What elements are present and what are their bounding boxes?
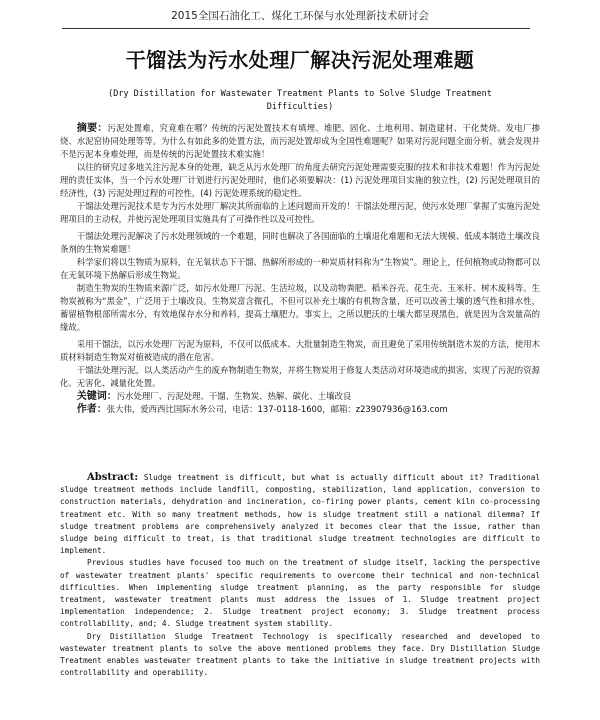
abstract-en-paragraph-2: Previous studies have focused too much on the treatment of sludge itself, lacking the perspective of wastewater treatment plants' specific requirements to overcome their technical and non-technical difficulties. When implementing sludge treatment planning, as the party responsible for sludge treatment, wastewater treatment plants must address the issues of 1. Sludge treatment project implementation independence; 2. Sludge treatment project economy; 3. Sludge treatment process controllability, and; 4. Sludge treatment system stability. (60, 558, 540, 629)
abstract-en-text: Sludge treatment is difficult, but what is actually difficult about it? Traditional sludge treatment methods include landfill, composting, stabilization, land application, conversion to construction materials, dehydration and incineration, co-firing power plants, cement kiln co-processing treatment etc. With so many treatment methods, how is sludge treatment still a national dilemma? If sludge treatment problems are comprehensively analyzed it becomes clear that the issue, rather than sludge being difficult to treat, is that traditional sludge treatment technologies are difficult to implement. (60, 473, 540, 556)
abstract-cn-paragraph-3: 干馏法处理污泥技术是专为污水处理厂解决其所面临的上述问题而开发的！干馏法处理污泥，使污水处理厂掌握了实施污泥处理项目的主动权，并使污泥处理项目实施具有了可操作性以及可控性。 (60, 201, 540, 224)
abstract-en-paragraph-3: Dry Distillation Sludge Treatment Technology is specifically researched and developed to wastewater treatment plants to solve the above mentioned problems they face. Dry Distillation Sludge Treatment enables wastewater treatment plants to take the initiative in sludge treatment projects with controllability and operability. (60, 631, 540, 678)
abstract-cn-paragraph-7: 采用干馏法，以污水处理厂污泥为原料，不仅可以低成本、大批量制造生物炭，而且避免了采用传统制造木炭的方法，使用木质材料制造生物炭对植被造成的潜在危害。 (60, 339, 540, 362)
abstract-en-label: Abstract: (86, 472, 139, 483)
abstract-cn-paragraph-2: 以往的研究过多地关注污泥本身的处理，缺乏从污水处理厂的角度去研究污泥处理需要克服的技术和非技术难题！作为污泥处理的责任实体，当一个污水处理厂计划进行污泥处理时，他们必须要解决：(1) 污泥处理项目实施的独立性，(2) 污泥处理项目的经济性，(3) 污泥处理过程的可控性，(4) 污泥处理系统的稳定性。 (60, 162, 540, 198)
abstract-cn-paragraph-6: 制造生物炭的生物质来源广泛，如污水处理厂污泥、生活垃圾，以及动物粪肥、稻米谷壳、花生壳、玉米秆、树木废料等。生物炭被称为“黑金”，广泛用于土壤改良。生物炭富含微孔，不但可以补充土壤的有机物含量，还可以改善土壤的透气性和排水性，蓄留植物根部所需水分，有效地保存水分和养料，提高土壤肥力。事实上，之所以肥沃的土壤大都呈现黑色，就是因为含炭量高的缘故。 (60, 283, 540, 332)
header-divider (62, 28, 530, 29)
author-info: 张大伟，爱西西比国际水务公司，电话：137-0118-1600，邮箱：z23907936@163.com (106, 404, 448, 414)
author-label: 作者： (76, 404, 107, 415)
paper-title: 干馏法为污水处理厂解决污泥处理难题 (125, 48, 475, 72)
abstract-cn-paragraph-5: 科学家们将以生物质为原料，在无氧状态下干馏、热解所形成的一种炭质材料称为“生物炭”。理论上，任何植物或动物都可以在无氧环境下热解后形成生物炭。 (60, 257, 540, 280)
chinese-abstract (60, 122, 540, 416)
keywords-line (60, 390, 540, 403)
abstract-cn-paragraph-4: 干馏法处理污泥解决了污水处理领域的一个难题，同时也解决了各国面临的土壤退化难题和无法大规模、低成本制造土壤改良条剂的生物炭难题！ (60, 231, 540, 254)
paper-english-title: (Dry Distillation for Wastewater Treatment Plants to Solve Sludge Treatment Difficulties) (108, 89, 492, 112)
abstract-cn-paragraph-8: 干馏法处理污泥，以人类活动产生的废弃物制造生物炭，并将生物炭用于修复人类活动对环境造成的损害，实现了污泥的资源化、无害化、减量化处置。 (60, 365, 540, 388)
english-abstract (60, 472, 540, 679)
abstract-en-paragraph-1 (60, 472, 540, 557)
keywords-text: 污水处理厂、污泥处理、干馏、生物炭、热解、碳化、土壤改良 (116, 391, 352, 401)
abstract-cn-text: 污泥处置难，究竟难在哪？传统的污泥处置技术有填埋、堆肥、固化、土地利用、制造建材、干化焚烧、发电厂掺烧、水泥窑协同处理等等。为什么有如此多的处置方法，而污泥处置却成为全国性难题呢？如果对污泥问题全面分析，就会发现并不是污泥本身难处理，而是传统的污泥处置技术难实施！ (60, 123, 541, 159)
keywords-label: 关键词： (76, 391, 117, 402)
abstract-cn-paragraph-1 (60, 122, 540, 161)
author-line (60, 403, 540, 416)
running-header: 2015全国石油化工、煤化工环保与水处理新技术研讨会 (171, 10, 429, 22)
abstract-cn-label: 摘要： (76, 123, 108, 134)
